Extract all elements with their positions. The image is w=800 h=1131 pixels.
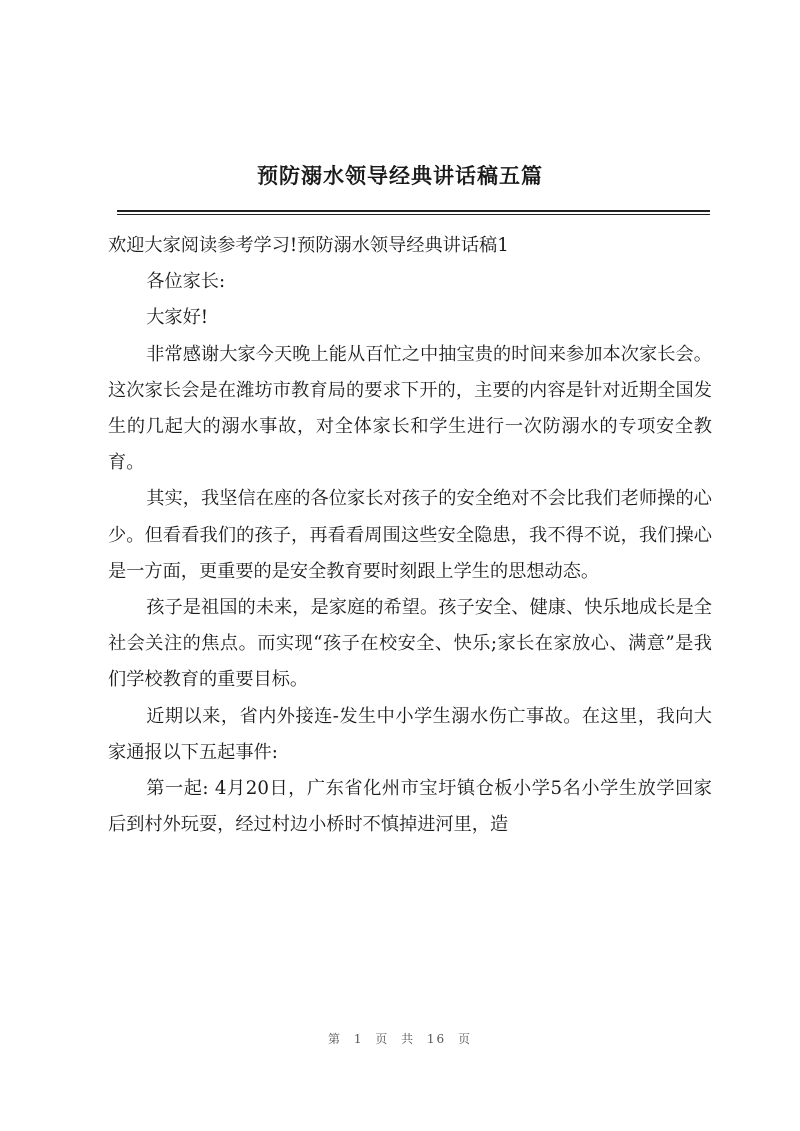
paragraph: 近期以来，省内外接连-发生中小学生溺水伤亡事故。在这里，我向大家通报以下五起事件: xyxy=(108,705,712,763)
paragraph: 非常感谢大家今天晚上能从百忙之中抽宝贵的时间来参加本次家长会。这次家长会是在潍坊市教育局的要求下开的，主要的内容是针对近期全国发生的几起大的溺水事故，对全体家长和学生进行一次防溺水的专项安全教育。 xyxy=(108,343,712,474)
intro-line: 欢迎大家阅读参考学习!预防溺水领导经典讲话稿1 xyxy=(108,235,509,256)
title-rule-thin xyxy=(117,214,710,215)
salutation: 各位家长: xyxy=(146,271,226,293)
page-footer: 第 1 页 共 16 页 xyxy=(328,1032,472,1046)
document-body xyxy=(108,228,712,843)
title-rule xyxy=(117,210,710,212)
greeting: 大家好! xyxy=(146,307,209,329)
document-title: 预防溺水领导经典讲话稿五篇 xyxy=(257,164,543,188)
paragraph: 其实，我坚信在座的各位家长对孩子的安全绝对不会比我们老师操的心少。但看看我们的孩子，再看看周围这些安全隐患，我不得不说，我们操心是一方面，更重要的是安全教育要时刻跟上学生的思想动态。 xyxy=(108,488,712,582)
paragraph: 孩子是祖国的未来，是家庭的希望。孩子安全、健康、快乐地成长是全社会关注的焦点。而实现“孩子在校安全、快乐;家长在家放心、满意”是我们学校教育的重要目标。 xyxy=(108,597,712,691)
paragraph: 第一起: 4月20日，广东省化州市宝圩镇仓板小学5名小学生放学回家后到村外玩耍，经过村边小桥时不慎掉进河里，造 xyxy=(108,778,712,836)
